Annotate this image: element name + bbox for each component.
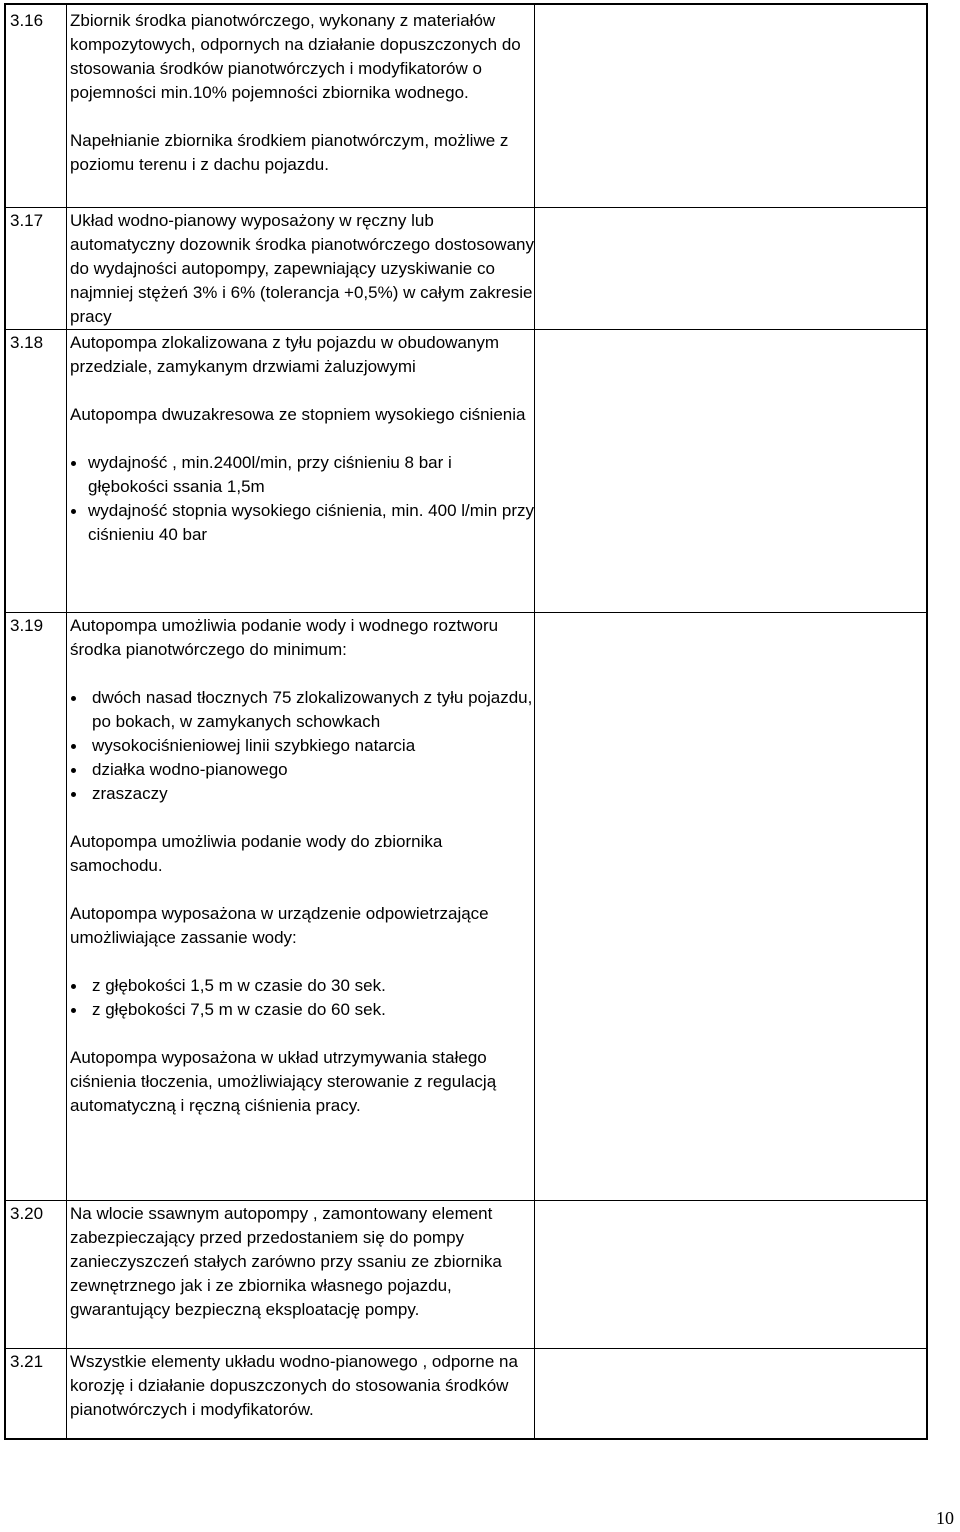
list-item: wysokociśnieniowej linii szybkiego natarcia [70, 734, 535, 758]
row-number: 3.18 [10, 333, 44, 352]
row-text [70, 614, 535, 1118]
paragraph: Napełnianie zbiornika środkiem pianotwórczym, możliwe z poziomu terenu i z dachu pojazdu. [70, 131, 509, 174]
table-row [6, 329, 926, 612]
list-item: zraszaczy [70, 782, 535, 806]
paragraph: Autopompa zlokalizowana z tyłu pojazdu w obudowanym przedziale, zamykanym drzwiami żaluzjowymi [70, 333, 500, 376]
list-item: działka wodno-pianowego [70, 758, 535, 782]
paragraph: Autopompa umożliwia podanie wody do zbiornika samochodu. [70, 832, 443, 875]
row-text [70, 9, 535, 177]
table-row [6, 1200, 926, 1348]
paragraph: Zbiornik środka pianotwórczego, wykonany z materiałów kompozytowych, odpornych na działanie dopuszczonych do stosowania środków pianotwórczych i modyfikatorów o pojemności min.10% pojemności zbiornika wodnego. [70, 11, 521, 102]
table-row [6, 207, 926, 329]
row-text [70, 209, 535, 329]
paragraph: Na wlocie ssawnym autopompy , zamontowany element zabezpieczający przed przedostaniem się do pompy zanieczyszczeń stałych zarówno przy ssaniu ze zbiornika zewnętrznego jak i ze zbiornika własnego pojazdu, gwarantujący bezpieczną eksploatację pompy. [70, 1204, 502, 1319]
list-item: wydajność stopnia wysokiego ciśnienia, min. 400 l/min przy ciśnieniu 40 bar [70, 499, 535, 547]
paragraph: Autopompa dwuzakresowa ze stopniem wysokiego ciśnienia [70, 405, 526, 424]
paragraph: Wszystkie elementy układu wodno-pianowego , odporne na korozję i działanie dopuszczonych do stosowania środków pianotwórczych i modyfikatorów. [70, 1352, 518, 1419]
row-text [70, 1350, 535, 1422]
paragraph: Autopompa wyposażona w układ utrzymywania stałego ciśnienia tłoczenia, umożliwiający sterowanie z regulacją automatyczną i ręczną ciśnienia pracy. [70, 1048, 497, 1115]
paragraph: Autopompa umożliwia podanie wody i wodnego roztworu środka pianotwórczego do minimum: [70, 616, 499, 659]
list-item: z głębokości 1,5 m w czasie do 30 sek. [70, 974, 535, 998]
spec-table [4, 3, 928, 1440]
row-text [70, 1202, 535, 1322]
row-text [70, 331, 535, 547]
list-item: z głębokości 7,5 m w czasie do 60 sek. [70, 998, 535, 1022]
row-number: 3.20 [10, 1204, 44, 1223]
table-row [6, 5, 926, 207]
table-row [6, 612, 926, 1200]
bullet-list [70, 686, 535, 806]
bullet-list [70, 974, 535, 1022]
row-number: 3.16 [10, 11, 44, 30]
paragraph: Układ wodno-pianowy wyposażony w ręczny lub automatyczny dozownik środka pianotwórczego dostosowany do wydajności autopompy, zapewniający uzyskiwanie co najmniej stężeń 3% i 6% (tolerancja +0,5%) w całym zakresie pracy [70, 211, 534, 326]
page-number: 10 [936, 1508, 954, 1528]
bullet-list [70, 451, 535, 547]
list-item: wydajność , min.2400l/min, przy ciśnieniu 8 bar i głębokości ssania 1,5m [70, 451, 535, 499]
row-number: 3.17 [10, 211, 44, 230]
table-row [6, 1348, 926, 1438]
row-number: 3.19 [10, 616, 44, 635]
paragraph: Autopompa wyposażona w urządzenie odpowietrzające umożliwiające zassanie wody: [70, 904, 489, 947]
row-number: 3.21 [10, 1352, 44, 1371]
list-item: dwóch nasad tłocznych 75 zlokalizowanych z tyłu pojazdu, po bokach, w zamykanych schowkach [70, 686, 535, 734]
